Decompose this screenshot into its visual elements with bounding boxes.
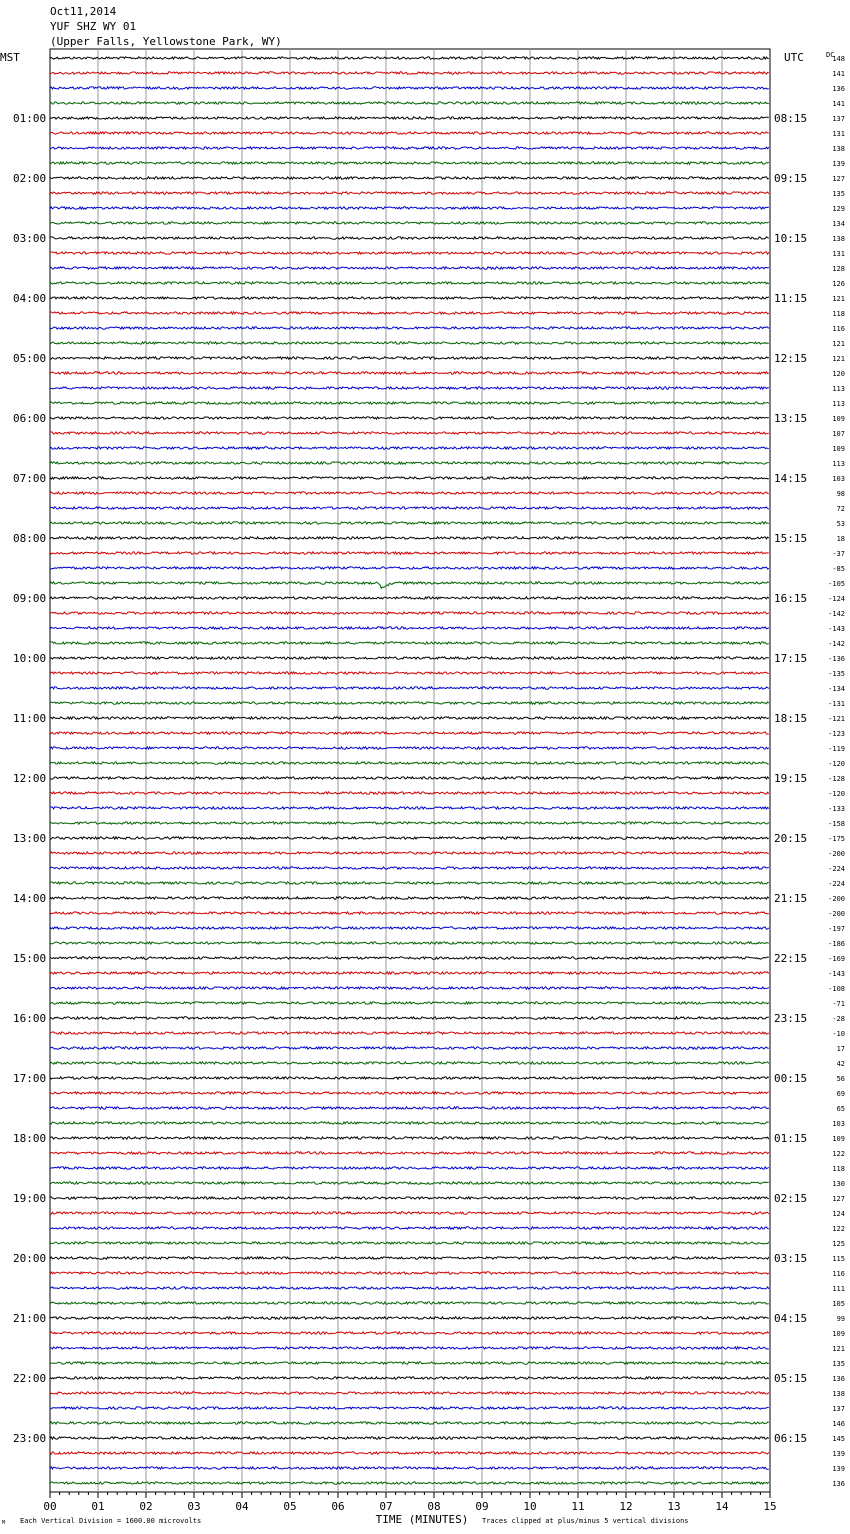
dc-value: 113: [832, 385, 845, 393]
utc-hour-label: 03:15: [774, 1252, 808, 1265]
seismic-trace: [50, 1467, 769, 1469]
seismic-trace: [50, 297, 769, 299]
dc-value: -120: [828, 760, 845, 768]
seismic-trace: [50, 1152, 769, 1154]
seismic-trace: [50, 1242, 769, 1244]
seismic-trace: [50, 972, 769, 974]
x-tick-label: 01: [91, 1500, 105, 1513]
dc-value: -28: [832, 1015, 845, 1023]
dc-value: -169: [828, 955, 845, 963]
seismic-trace: [50, 747, 769, 749]
mst-hour-label: 14:00: [13, 892, 47, 905]
utc-hour-label: 04:15: [774, 1312, 808, 1325]
dc-value: 145: [832, 1435, 845, 1443]
seismic-trace: [50, 342, 769, 344]
dc-value: 138: [832, 145, 845, 153]
seismic-trace: [50, 402, 769, 404]
seismic-trace: [50, 777, 769, 779]
dc-value: 56: [836, 1075, 845, 1083]
seismic-trace: [50, 672, 769, 674]
seismic-trace: [50, 282, 769, 284]
x-tick-label: 13: [667, 1500, 681, 1513]
dc-value: 135: [832, 1360, 845, 1368]
mst-hour-label: 03:00: [13, 232, 47, 245]
seismic-trace: [50, 162, 769, 164]
mst-hour-label: 21:00: [13, 1312, 47, 1325]
x-tick-label: 11: [571, 1500, 585, 1513]
seismic-trace: [50, 1422, 769, 1424]
mst-hour-label: 01:00: [13, 112, 47, 125]
dc-value: -200: [828, 910, 845, 918]
utc-hour-label: 12:15: [774, 352, 808, 365]
footer-clip-note: Traces clipped at plus/minus 5 vertical divisions: [482, 1517, 689, 1525]
seismic-trace: [50, 1122, 769, 1124]
seismic-trace: [50, 207, 769, 209]
dc-value: 125: [832, 1240, 845, 1248]
seismic-trace: [50, 1077, 769, 1079]
seismic-trace: [50, 1437, 769, 1439]
dc-value: 116: [832, 1270, 845, 1278]
mst-hour-label: 19:00: [13, 1192, 47, 1205]
seismic-trace: [50, 1212, 769, 1214]
dc-value: 120: [832, 370, 845, 378]
dc-value: 131: [832, 250, 845, 258]
seismic-trace: [50, 1452, 769, 1454]
utc-hour-label: 09:15: [774, 172, 808, 185]
mst-hour-label: 17:00: [13, 1072, 47, 1085]
seismic-trace: [50, 312, 769, 314]
mst-hour-label: 18:00: [13, 1132, 47, 1145]
seismic-trace: [50, 1392, 769, 1394]
seismic-trace: [50, 702, 769, 704]
dc-value: 121: [832, 340, 845, 348]
dc-value: 129: [832, 205, 845, 213]
dc-value: 17: [836, 1045, 845, 1053]
seismic-trace: [50, 582, 769, 589]
x-tick-label: 07: [379, 1500, 393, 1513]
dc-value: 126: [832, 280, 845, 288]
seismic-trace: [50, 1002, 769, 1004]
seismic-trace: [50, 1347, 769, 1349]
seismic-trace: [50, 942, 769, 944]
seismic-trace: [50, 1137, 769, 1139]
dc-value: 148: [832, 55, 845, 63]
dc-value: -134: [828, 685, 845, 693]
seismic-trace: [50, 1047, 769, 1049]
corner-mark: M: [2, 1520, 6, 1526]
dc-value: 109: [832, 415, 845, 423]
utc-hour-label: 10:15: [774, 232, 808, 245]
dc-value: 118: [832, 310, 845, 318]
dc-value: 105: [832, 1300, 845, 1308]
seismic-trace: [50, 1227, 769, 1229]
dc-value: 122: [832, 1225, 845, 1233]
seismic-trace: [50, 837, 769, 839]
dc-value: 107: [832, 430, 845, 438]
seismic-trace: [50, 657, 769, 659]
dc-value: -121: [828, 715, 845, 723]
seismic-trace: [50, 912, 769, 914]
seismic-trace: [50, 1407, 769, 1409]
seismic-trace: [50, 192, 769, 194]
dc-value: 118: [832, 1165, 845, 1173]
utc-hour-label: 05:15: [774, 1372, 808, 1385]
dc-value: 72: [836, 505, 845, 513]
dc-value: -120: [828, 790, 845, 798]
x-tick-label: 10: [523, 1500, 537, 1513]
utc-hour-label: 17:15: [774, 652, 808, 665]
seismic-trace: [50, 1257, 769, 1260]
seismic-trace: [50, 717, 769, 719]
seismic-trace: [50, 822, 769, 824]
dc-value: 134: [832, 220, 845, 228]
utc-hour-label: 20:15: [774, 832, 808, 845]
mst-hour-label: 16:00: [13, 1012, 47, 1025]
seismic-trace: [50, 507, 769, 509]
seismic-trace: [50, 387, 769, 389]
dc-value: 139: [832, 1450, 845, 1458]
dc-value: 116: [832, 325, 845, 333]
dc-value: -224: [828, 880, 845, 888]
header-location: (Upper Falls, Yellowstone Park, WY): [50, 35, 282, 48]
dc-value: 53: [836, 520, 845, 528]
mst-hour-label: 10:00: [13, 652, 47, 665]
mst-hour-label: 09:00: [13, 592, 47, 605]
seismic-trace: [50, 1272, 769, 1274]
dc-value: 127: [832, 175, 845, 183]
utc-hour-label: 19:15: [774, 772, 808, 785]
mst-hour-label: 04:00: [13, 292, 47, 305]
mst-hour-label: 05:00: [13, 352, 47, 365]
header-date: Oct11,2014: [50, 5, 117, 18]
dc-value: 99: [836, 1315, 845, 1323]
dc-value: -200: [828, 895, 845, 903]
dc-value: 137: [832, 115, 845, 123]
dc-value: -158: [828, 820, 845, 828]
seismic-trace: [50, 132, 769, 134]
mst-hour-label: 20:00: [13, 1252, 47, 1265]
seismic-trace: [50, 567, 769, 569]
dc-value: 115: [832, 1255, 845, 1263]
dc-value: 69: [836, 1090, 845, 1098]
x-axis-label: TIME (MINUTES): [375, 1513, 469, 1526]
seismic-trace: [50, 552, 769, 555]
seismic-trace: [50, 612, 769, 614]
seismic-trace: [50, 1302, 769, 1304]
dc-value: -135: [828, 670, 845, 678]
dc-value: 103: [832, 475, 845, 483]
seismic-trace: [50, 237, 769, 239]
dc-value: 124: [832, 1210, 845, 1218]
dc-value: -142: [828, 610, 845, 618]
seismic-trace: [50, 87, 769, 89]
dc-value: 109: [832, 1135, 845, 1143]
dc-value: 65: [836, 1105, 845, 1113]
seismic-trace: [50, 1482, 769, 1484]
seismic-trace: [50, 357, 769, 359]
utc-hour-label: 06:15: [774, 1432, 808, 1445]
seismic-trace: [50, 1362, 769, 1364]
seismic-trace: [50, 117, 769, 119]
seismic-trace: [50, 492, 769, 494]
dc-value: 103: [832, 1120, 845, 1128]
seismic-trace: [50, 792, 769, 794]
dc-value: 131: [832, 130, 845, 138]
dc-value: -224: [828, 865, 845, 873]
dc-value: 136: [832, 85, 845, 93]
dc-value: 109: [832, 445, 845, 453]
dc-value: 138: [832, 235, 845, 243]
dc-value: 113: [832, 400, 845, 408]
x-tick-label: 04: [235, 1500, 249, 1513]
mst-hour-label: 12:00: [13, 772, 47, 785]
seismic-trace: [50, 522, 769, 524]
x-tick-label: 09: [475, 1500, 489, 1513]
seismic-trace: [50, 1317, 769, 1319]
dc-value: 42: [836, 1060, 845, 1068]
dc-value: 137: [832, 1405, 845, 1413]
mst-hour-label: 07:00: [13, 472, 47, 485]
seismic-trace: [50, 897, 769, 899]
seismic-trace: [50, 597, 769, 599]
seismic-trace: [50, 432, 769, 434]
seismic-trace: [50, 867, 769, 869]
dc-value: 98: [836, 490, 845, 498]
mst-hour-label: 11:00: [13, 712, 47, 725]
dc-value: 111: [832, 1285, 845, 1293]
utc-hour-label: 16:15: [774, 592, 808, 605]
utc-hour-label: 01:15: [774, 1132, 808, 1145]
dc-value: 136: [832, 1480, 845, 1488]
mst-hour-label: 06:00: [13, 412, 47, 425]
seismic-trace: [50, 1332, 769, 1334]
seismic-trace: [50, 762, 769, 764]
dc-value: -71: [832, 1000, 845, 1008]
seismic-trace: [50, 447, 769, 449]
dc-value: 121: [832, 1345, 845, 1353]
seismic-trace: [50, 1197, 769, 1199]
x-tick-label: 12: [619, 1500, 633, 1513]
right-axis-label: UTC: [784, 51, 804, 64]
dc-value: -133: [828, 805, 845, 813]
seismic-trace: [50, 72, 769, 74]
dc-value: 141: [832, 100, 845, 108]
dc-value: 135: [832, 190, 845, 198]
x-tick-label: 15: [763, 1500, 777, 1513]
seismic-trace: [50, 807, 769, 809]
dc-value: 139: [832, 160, 845, 168]
seismic-trace: [50, 627, 769, 629]
seismic-trace: [50, 102, 769, 104]
dc-value: -143: [828, 625, 845, 633]
dc-value: -37: [832, 550, 845, 558]
seismic-trace: [50, 1107, 769, 1109]
seismic-trace: [50, 147, 769, 149]
dc-value: -143: [828, 970, 845, 978]
footer-scale-note: Each Vertical Division = 1600.00 microvolts: [20, 1517, 202, 1525]
seismic-trace: [50, 957, 769, 959]
x-tick-label: 06: [331, 1500, 345, 1513]
seismic-trace: [50, 177, 769, 179]
seismic-trace: [50, 1032, 769, 1034]
dc-value: 113: [832, 460, 845, 468]
plot-frame: [50, 49, 770, 1492]
dc-value: 127: [832, 1195, 845, 1203]
seismic-trace: [50, 1017, 769, 1019]
dc-value: -105: [828, 580, 845, 588]
dc-value: -128: [828, 775, 845, 783]
mst-hour-label: 08:00: [13, 532, 47, 545]
dc-value: -186: [828, 940, 845, 948]
dc-value: 121: [832, 355, 845, 363]
dc-value: 139: [832, 1465, 845, 1473]
seismic-trace: [50, 927, 769, 929]
utc-hour-label: 18:15: [774, 712, 808, 725]
x-tick-label: 08: [427, 1500, 441, 1513]
seismic-trace: [50, 732, 769, 734]
seismic-trace: [50, 1092, 769, 1094]
seismic-trace: [50, 477, 769, 479]
header-station: YUF SHZ WY 01: [50, 20, 137, 33]
seismic-trace: [50, 372, 769, 374]
left-axis-label: MST: [0, 51, 20, 64]
dc-label: DC: [826, 51, 835, 59]
seismic-trace: [50, 222, 769, 224]
seismic-trace: [50, 252, 769, 254]
mst-hour-label: 22:00: [13, 1372, 47, 1385]
x-tick-label: 14: [715, 1500, 729, 1513]
dc-value: -200: [828, 850, 845, 858]
dc-value: 138: [832, 1390, 845, 1398]
seismic-trace: [50, 1287, 769, 1289]
dc-value: -10: [832, 1030, 845, 1038]
seismic-trace: [50, 882, 769, 884]
dc-value: 121: [832, 295, 845, 303]
seismic-trace: [50, 267, 769, 269]
x-tick-label: 03: [187, 1500, 201, 1513]
dc-value: -175: [828, 835, 845, 843]
dc-value: 141: [832, 70, 845, 78]
seismic-trace: [50, 462, 769, 464]
seismic-trace: [50, 1377, 769, 1379]
utc-hour-label: 21:15: [774, 892, 808, 905]
utc-hour-label: 11:15: [774, 292, 808, 305]
dc-value: -119: [828, 745, 845, 753]
x-tick-label: 02: [139, 1500, 153, 1513]
dc-value: 122: [832, 1150, 845, 1158]
utc-hour-label: 00:15: [774, 1072, 808, 1085]
utc-hour-label: 15:15: [774, 532, 808, 545]
mst-hour-label: 15:00: [13, 952, 47, 965]
dc-value: -85: [832, 565, 845, 573]
dc-value: -131: [828, 700, 845, 708]
x-tick-label: 05: [283, 1500, 297, 1513]
dc-value: -123: [828, 730, 845, 738]
seismic-trace: [50, 642, 769, 644]
utc-hour-label: 02:15: [774, 1192, 808, 1205]
seismic-trace: [50, 987, 769, 989]
dc-value: 130: [832, 1180, 845, 1188]
dc-value: -136: [828, 655, 845, 663]
seismic-trace: [50, 1182, 769, 1184]
mst-hour-label: 02:00: [13, 172, 47, 185]
seismic-trace: [50, 57, 769, 59]
seismic-trace: [50, 852, 769, 854]
utc-hour-label: 08:15: [774, 112, 808, 125]
seismic-trace: [50, 687, 769, 689]
dc-value: 136: [832, 1375, 845, 1383]
seismic-trace: [50, 537, 769, 539]
seismic-trace: [50, 1062, 769, 1064]
mst-hour-label: 23:00: [13, 1432, 47, 1445]
dc-value: -108: [828, 985, 845, 993]
utc-hour-label: 13:15: [774, 412, 808, 425]
dc-value: 18: [836, 535, 845, 543]
dc-value: -124: [828, 595, 845, 603]
dc-value: 146: [832, 1420, 845, 1428]
dc-value: -197: [828, 925, 845, 933]
seismic-trace: [50, 327, 769, 329]
utc-hour-label: 14:15: [774, 472, 808, 485]
utc-hour-label: 22:15: [774, 952, 808, 965]
dc-value: -142: [828, 640, 845, 648]
seismic-trace: [50, 1167, 769, 1169]
seismic-trace: [50, 417, 769, 419]
x-tick-label: 00: [43, 1500, 57, 1513]
dc-value: 109: [832, 1330, 845, 1338]
utc-hour-label: 23:15: [774, 1012, 808, 1025]
dc-value: 128: [832, 265, 845, 273]
mst-hour-label: 13:00: [13, 832, 47, 845]
